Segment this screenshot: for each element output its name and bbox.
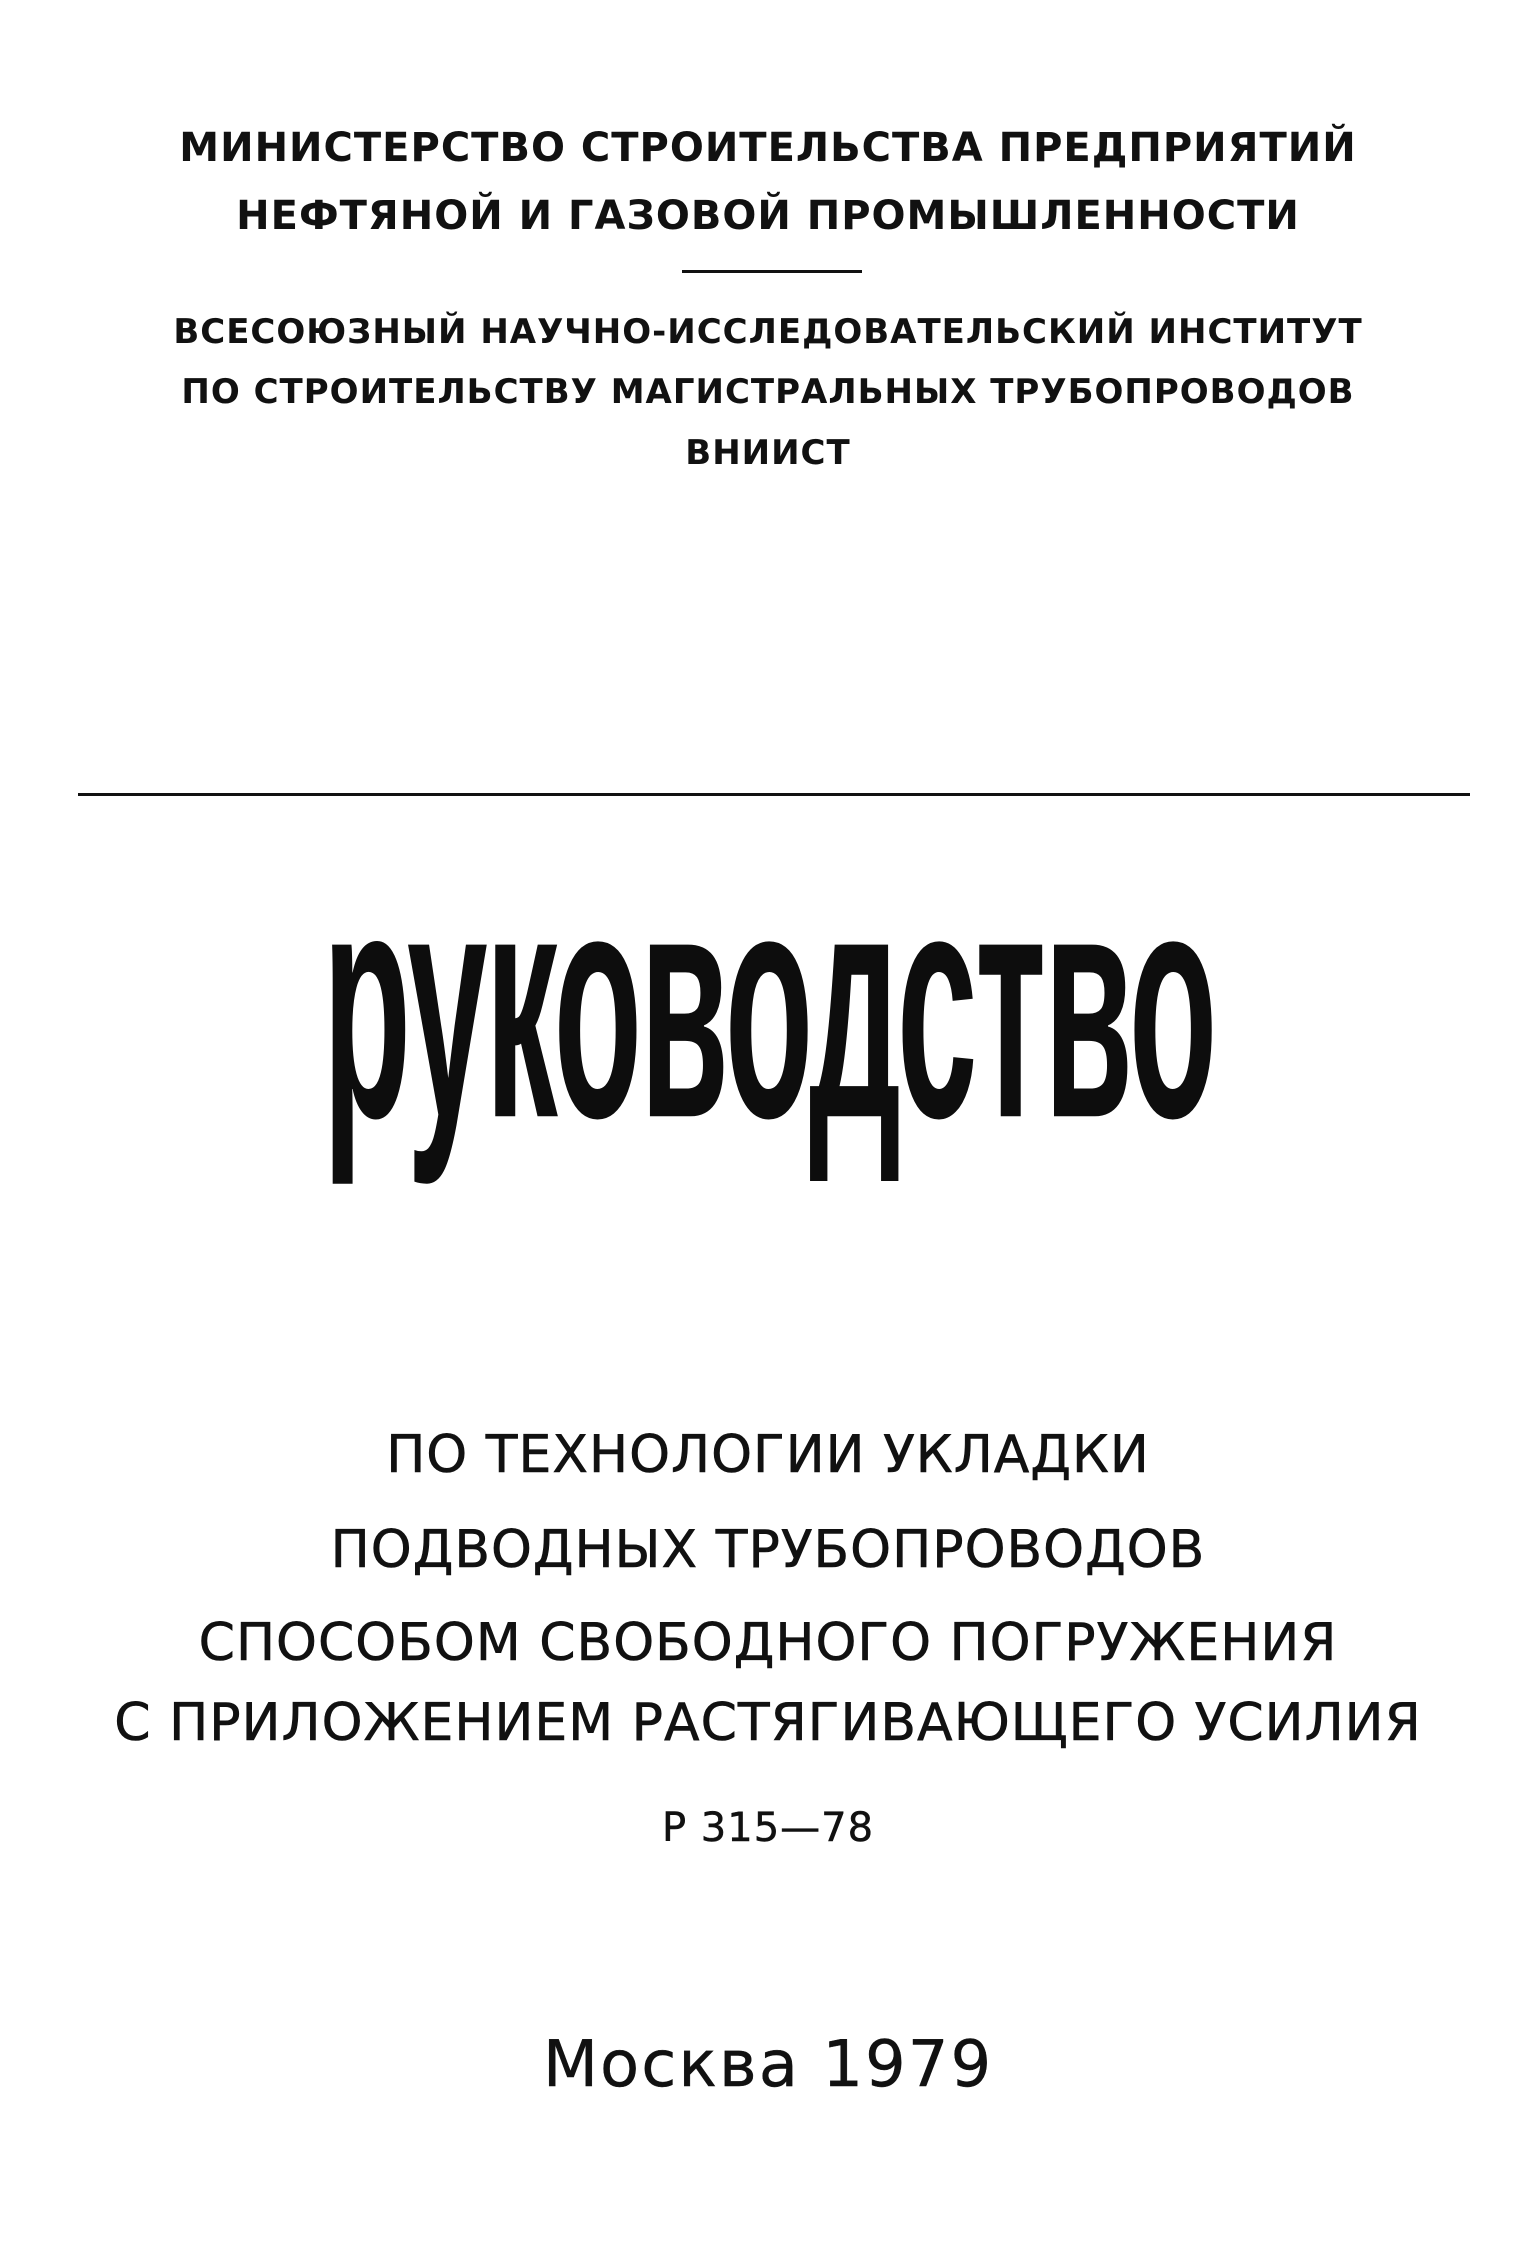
document-code: Р 315—78 <box>661 1805 875 1851</box>
publication-city-year: Москва 1979 <box>542 2028 994 2102</box>
subtitle-line-4: С ПРИЛОЖЕНИЕМ РАСТЯГИВАЮЩЕГО УСИЛИЯ <box>114 1693 1422 1753</box>
subtitle-line-1: ПО ТЕХНОЛОГИИ УКЛАДКИ <box>386 1425 1150 1485</box>
subtitle-line-3: СПОСОБОМ СВОБОДНОГО ПОГРУЖЕНИЯ <box>198 1613 1338 1673</box>
ministry-name-line-2: НЕФТЯНОЙ И ГАЗОВОЙ ПРОМЫШЛЕННОСТИ <box>236 193 1300 239</box>
institute-abbreviation: ВНИИСТ <box>685 433 851 473</box>
institute-name-line-1: ВСЕСОЮЗНЫЙ НАУЧНО-ИССЛЕДОВАТЕЛЬСКИЙ ИНСТИТУТ <box>173 312 1363 352</box>
institute-name-line-2: ПО СТРОИТЕЛЬСТВУ МАГИСТРАЛЬНЫХ ТРУБОПРОВОДОВ <box>181 372 1355 412</box>
subtitle-line-2: ПОДВОДНЫХ ТРУБОПРОВОДОВ <box>330 1520 1206 1580</box>
title-divider <box>78 793 1470 796</box>
document-type-title: руководство <box>322 822 1216 1186</box>
ministry-name-line-1: МИНИСТЕРСТВО СТРОИТЕЛЬСТВА ПРЕДПРИЯТИЙ <box>179 125 1357 171</box>
header-divider <box>682 270 862 273</box>
